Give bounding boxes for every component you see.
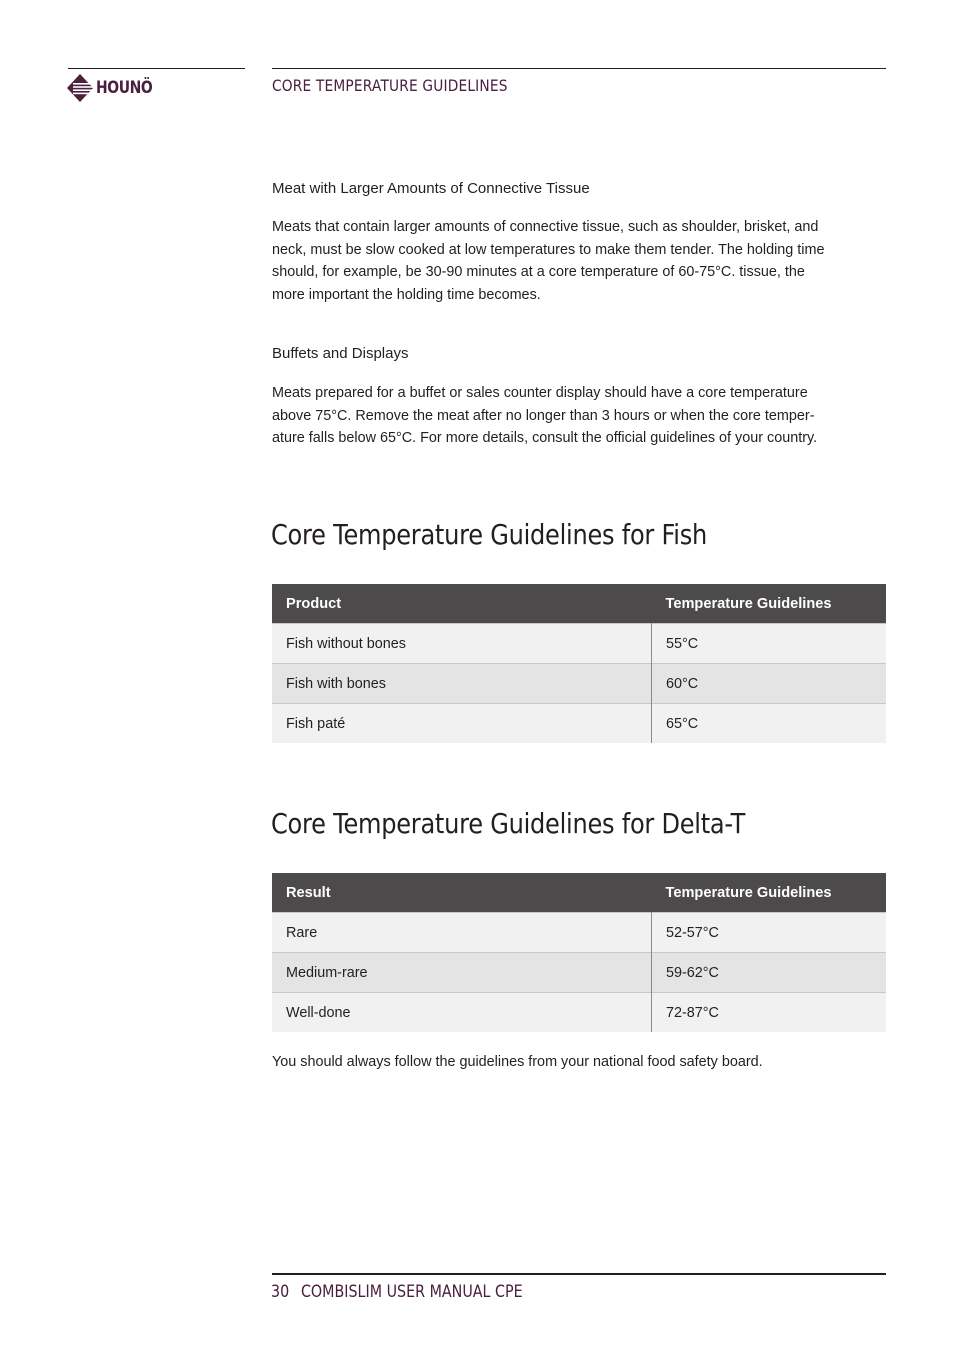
table-row	[272, 953, 886, 993]
page-number: 30	[271, 1282, 290, 1302]
buffets-title: Buffets and Displays	[272, 345, 409, 362]
logo-text: HOUNÖ	[96, 78, 153, 98]
table-header-row	[272, 584, 886, 624]
temperature-cell: 55°C	[652, 624, 887, 664]
table-row	[272, 913, 886, 953]
running-header-title: CORE TEMPERATURE GUIDELINES	[272, 76, 508, 95]
temperature-cell: 59-62°C	[652, 953, 887, 993]
delta-t-table	[272, 873, 886, 1032]
temperature-cell: 72-87°C	[652, 993, 887, 1033]
safety-note: You should always follow the guidelines from your national food safety board.	[272, 1054, 763, 1070]
header-rule-left	[68, 68, 245, 69]
paragraph-line: should, for example, be 30-90 minutes at a core temperature of 60-75°C. tissue, the	[272, 264, 805, 281]
brand-logo	[67, 73, 165, 103]
table-row	[272, 704, 886, 744]
paragraph-line: neck, must be slow cooked at low temperatures to make them tender. The holding time	[272, 241, 825, 258]
delta-t-heading: Core Temperature Guidelines for Delta-T	[271, 807, 746, 840]
page-footer	[271, 1282, 523, 1302]
connective-tissue-title: Meat with Larger Amounts of Connective Tissue	[272, 180, 590, 197]
result-cell: Medium-rare	[272, 953, 652, 993]
temperature-cell: 65°C	[652, 704, 887, 744]
column-header-product: Product	[272, 584, 652, 624]
temperature-cell: 60°C	[652, 664, 887, 704]
paragraph-line: more important the holding time becomes.	[272, 287, 541, 304]
manual-title: COMBISLIM USER MANUAL CPE	[300, 1282, 523, 1302]
result-cell: Well-done	[272, 993, 652, 1033]
table-header-row	[272, 873, 886, 913]
connective-tissue-paragraph	[272, 216, 872, 307]
fish-table	[272, 584, 886, 743]
footer-rule	[272, 1273, 886, 1275]
product-cell: Fish without bones	[272, 624, 652, 664]
paragraph-line: Meats prepared for a buffet or sales counter display should have a core temperature	[272, 385, 808, 401]
houno-logo-icon	[67, 74, 93, 102]
product-cell: Fish with bones	[272, 664, 652, 704]
fish-heading: Core Temperature Guidelines for Fish	[271, 518, 708, 551]
paragraph-line: above 75°C. Remove the meat after no longer than 3 hours or when the core temper-	[272, 407, 815, 424]
table-row	[272, 664, 886, 704]
column-header-temperature: Temperature Guidelines	[652, 584, 887, 624]
column-header-result: Result	[272, 873, 652, 913]
buffets-paragraph	[272, 382, 872, 450]
paragraph-line: ature falls below 65°C. For more details, consult the official guidelines of your country.	[272, 430, 818, 447]
table-row	[272, 993, 886, 1033]
column-header-temperature: Temperature Guidelines	[652, 873, 887, 913]
temperature-cell: 52-57°C	[652, 913, 887, 953]
table-row	[272, 624, 886, 664]
product-cell: Fish paté	[272, 704, 652, 744]
header-rule-right	[272, 68, 886, 69]
paragraph-line: Meats that contain larger amounts of connective tissue, such as shoulder, brisket, and	[272, 219, 819, 235]
result-cell: Rare	[272, 913, 652, 953]
